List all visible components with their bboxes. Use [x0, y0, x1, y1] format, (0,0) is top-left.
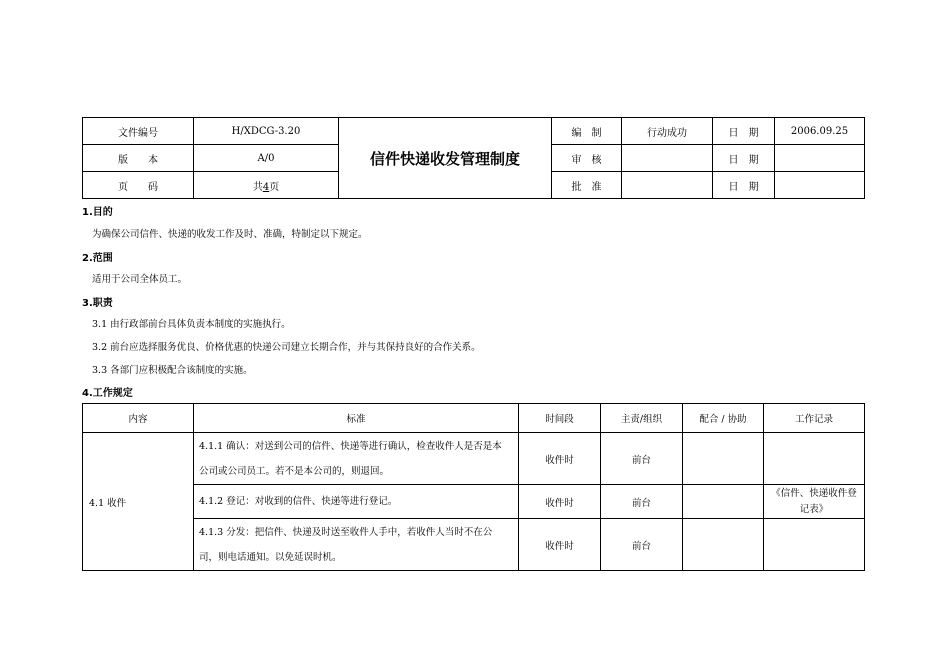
section-purpose-title: 1.目的 [82, 207, 113, 218]
section-scope-text: 适用于公司全体员工。 [92, 274, 188, 285]
record-cell [764, 433, 865, 485]
approver-value [622, 172, 713, 199]
page-count [194, 172, 339, 199]
record-line: 记表》 [799, 503, 829, 515]
page-count-number: 4 [262, 181, 270, 193]
table-header-row [83, 404, 865, 433]
record-line: 《信件、快递收件登 [771, 487, 857, 499]
assist-cell [683, 519, 764, 571]
standard-line: 4.1.1 确认：对送到公司的信件、快递等进行确认，检查收件人是否是本 [199, 440, 502, 452]
version-label: 版 本 [83, 145, 194, 172]
page-label: 页 码 [83, 172, 194, 199]
duty-item-3-3: 3.3 各部门应积极配合该制度的实施。 [92, 365, 253, 376]
period-cell: 收件时 [519, 433, 601, 485]
standard-line: 4.1.2 登记：对收到的信件、快递等进行登记。 [199, 496, 398, 507]
owner-cell: 前台 [601, 433, 683, 485]
col-header-period: 时间段 [519, 404, 601, 433]
table-row [83, 519, 865, 571]
page-count-suffix: 页 [269, 181, 280, 193]
date-value-3 [775, 172, 865, 199]
col-header-record: 工作记录 [764, 404, 865, 433]
reviewer-label: 审 核 [552, 145, 622, 172]
period-cell: 收件时 [519, 485, 601, 519]
owner-cell: 前台 [601, 485, 683, 519]
doc-no-label: 文件编号 [83, 118, 194, 145]
author-value: 行动成功 [622, 118, 713, 145]
standard-cell [194, 433, 519, 485]
work-rules-table [82, 403, 865, 571]
col-header-assist: 配合 / 协助 [683, 404, 764, 433]
date-label-1: 日 期 [713, 118, 775, 145]
duty-item-3-1: 3.1 由行政部前台具体负责本制度的实施执行。 [92, 319, 291, 330]
assist-cell [683, 485, 764, 519]
date-label-3: 日 期 [713, 172, 775, 199]
section-rules-title: 4.工作规定 [82, 388, 133, 399]
standard-line: 4.1.3 分发：把信件、快递及时送至收件人手中，若收件人当时不在公 [199, 526, 493, 538]
approver-label: 批 准 [552, 172, 622, 199]
duty-item-3-2: 3.2 前台应选择服务优良、价格优惠的快递公司建立长期合作，并与其保持良好的合作关系。 [92, 342, 481, 353]
owner-cell: 前台 [601, 519, 683, 571]
document-title: 信件快递收发管理制度 [339, 118, 552, 199]
doc-no-value: H/XDCG-3.20 [194, 118, 339, 145]
document-header-table [82, 117, 865, 199]
standard-cell [194, 485, 519, 519]
period-cell: 收件时 [519, 519, 601, 571]
reviewer-value [622, 145, 713, 172]
date-value-1: 2006.09.25 [775, 118, 865, 145]
standard-line: 公司或公司员工。若不是本公司的，则退回。 [199, 465, 390, 477]
table-row [83, 433, 865, 485]
assist-cell [683, 433, 764, 485]
version-value: A/0 [194, 145, 339, 172]
author-label: 编 制 [552, 118, 622, 145]
date-value-2 [775, 145, 865, 172]
section-purpose-text: 为确保公司信件、快递的收发工作及时、准确，特制定以下规定。 [92, 229, 368, 240]
date-label-2: 日 期 [713, 145, 775, 172]
page-count-prefix: 共 [252, 181, 263, 193]
section-duty-title: 3.职责 [82, 298, 113, 309]
col-header-content: 内容 [83, 404, 194, 433]
col-header-owner: 主责/组织 [601, 404, 683, 433]
group-receive-label: 4.1 收件 [83, 433, 194, 571]
record-cell [764, 519, 865, 571]
standard-line: 司，则电话通知。以免延误时机。 [199, 551, 342, 563]
standard-cell [194, 519, 519, 571]
col-header-standard: 标准 [194, 404, 519, 433]
record-cell [764, 485, 865, 519]
section-scope-title: 2.范围 [82, 253, 113, 264]
table-row [83, 485, 865, 519]
